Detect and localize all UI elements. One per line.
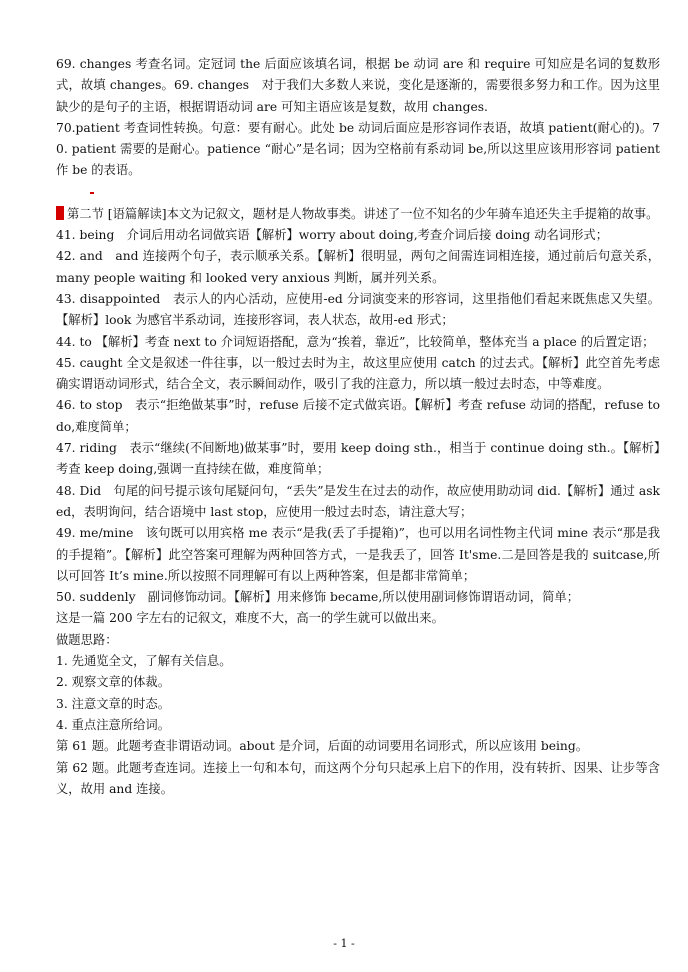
answer-50: 50. suddenly 副词修饰动词。【解析】用来修饰 became,所以使用副词修饰谓语动词，简单； [56, 590, 579, 605]
red-dash-mark [90, 192, 94, 194]
answer-42: 42. and and 连接两个句子，表示顺承关系。【解析】很明显，两句之间需连词相连接，通过前后句意关系，many people waiting 和 looked very anxious 判断，属并列关系。 [56, 249, 660, 285]
paragraph-69: 69. changes 考查名词。定冠词 the 后面应该填名词，根据 be 动词 are 和 require 可知应是名词的复数形式，故填 changes。69. changes 对于我们大多数人来说，变化是逐渐的，需要很多努力和工作。因为这里缺少的是句子的主语，根据谓语动词 are 可知主语应该是复数，故用 changes. [56, 57, 660, 114]
section-heading [56, 204, 660, 225]
question-62: 第 62 题。此题考查连词。连接上一句和本句，而这两个分句只起承上启下的作用，没有转折、因果、让步等含义，故用 and 连接。 [56, 760, 660, 796]
approach-step-2: 2. 观察文章的体裁。 [56, 675, 171, 690]
answer-43: 43. disappointed 表示人的内心活动，应使用-ed 分词演变来的形容词，这里指他们看起来既焦虑又失望。【解析】look 为感官半系动词，连接形容词，表人状态，故用-ed 形式； [56, 291, 660, 328]
summary-line: 这是一篇 200 字左右的记叙文，难度不大，高一的学生就可以做出来。 [56, 611, 444, 626]
section-gap [56, 182, 660, 204]
approach-step-1: 1. 先通览全文，了解有关信息。 [56, 654, 232, 669]
answer-45: 45. caught 全文是叙述一件往事，以一般过去时为主，故这里应使用 catch 的过去式。【解析】此空首先考虑确实谓语动词形式，结合全文，表示瞬间动作，吸引了我的注意力，所以填一般过去时态，中等难度。 [56, 355, 660, 392]
paragraph-70: 70.patient 考查词性转换。句意：要有耐心。此处 be 动词后面应是形容词作表语，故填 patient(耐心的)。70. patient 需要的是耐心。patience “耐心”是名词；因为空格前有系动词 be,所以这里应该用形容词 patient 作 be 的表语。 [56, 120, 660, 178]
red-marker-icon [56, 206, 64, 220]
answer-49: 49. me/mine 该句既可以用宾格 me 表示“是我(丢了手提箱)”，也可以用名词性物主代词 mine 表示“那是我的手提箱”。【解析】此空答案可理解为两种回答方式，一是我丢了，回答 It'sme.二是回答是我的 suitcase,所以可回答 It’s mine.所以按照不同理解可有以上两种答案，但是都非常简单； [56, 526, 660, 583]
answer-44: 44. to 【解析】考查 next to 介词短语搭配，意为“挨着，靠近”，比较简单，整体充当 a place 的后置定语； [56, 334, 655, 349]
answer-47: 47. riding 表示“继续(不间断地)做某事”时，要用 keep doing sth.，相当于 continue doing sth.。【解析】考查 keep doing,强调一直持续在做，难度简单； [56, 441, 660, 477]
document-body [56, 54, 660, 800]
approach-step-3: 3. 注意文章的时态。 [56, 696, 171, 711]
answer-46: 46. to stop 表示“拒绝做某事”时，refuse 后接不定式做宾语。【解析】考查 refuse 动词的搭配，refuse to do,难度简单； [56, 398, 660, 434]
answer-48: 48. Did 句尾的问号提示该句尾疑问句，“丢失”是发生在过去的动作，故应使用助动词 did.【解析】通过 asked，表明询问，结合语境中 last stop，应使用一般过去时态，请注意大写； [56, 483, 660, 519]
approach-heading: 做题思路： [56, 632, 118, 647]
section-heading-text: 第二节 [语篇解读]本文为记叙文，题材是人物故事类。讲述了一位不知名的少年骑车追还失主手提箱的故事。 [67, 206, 659, 221]
question-61: 第 61 题。此题考查非谓语动词。about 是介词，后面的动词要用名词形式，所以应该用 being。 [56, 739, 589, 754]
page-number: - 1 - [333, 937, 355, 950]
approach-step-4: 4. 重点注意所给词。 [56, 717, 171, 732]
answer-41: 41. being 介词后用动名词做宾语【解析】worry about doing,考查介词后接 doing 动名词形式； [56, 228, 608, 243]
